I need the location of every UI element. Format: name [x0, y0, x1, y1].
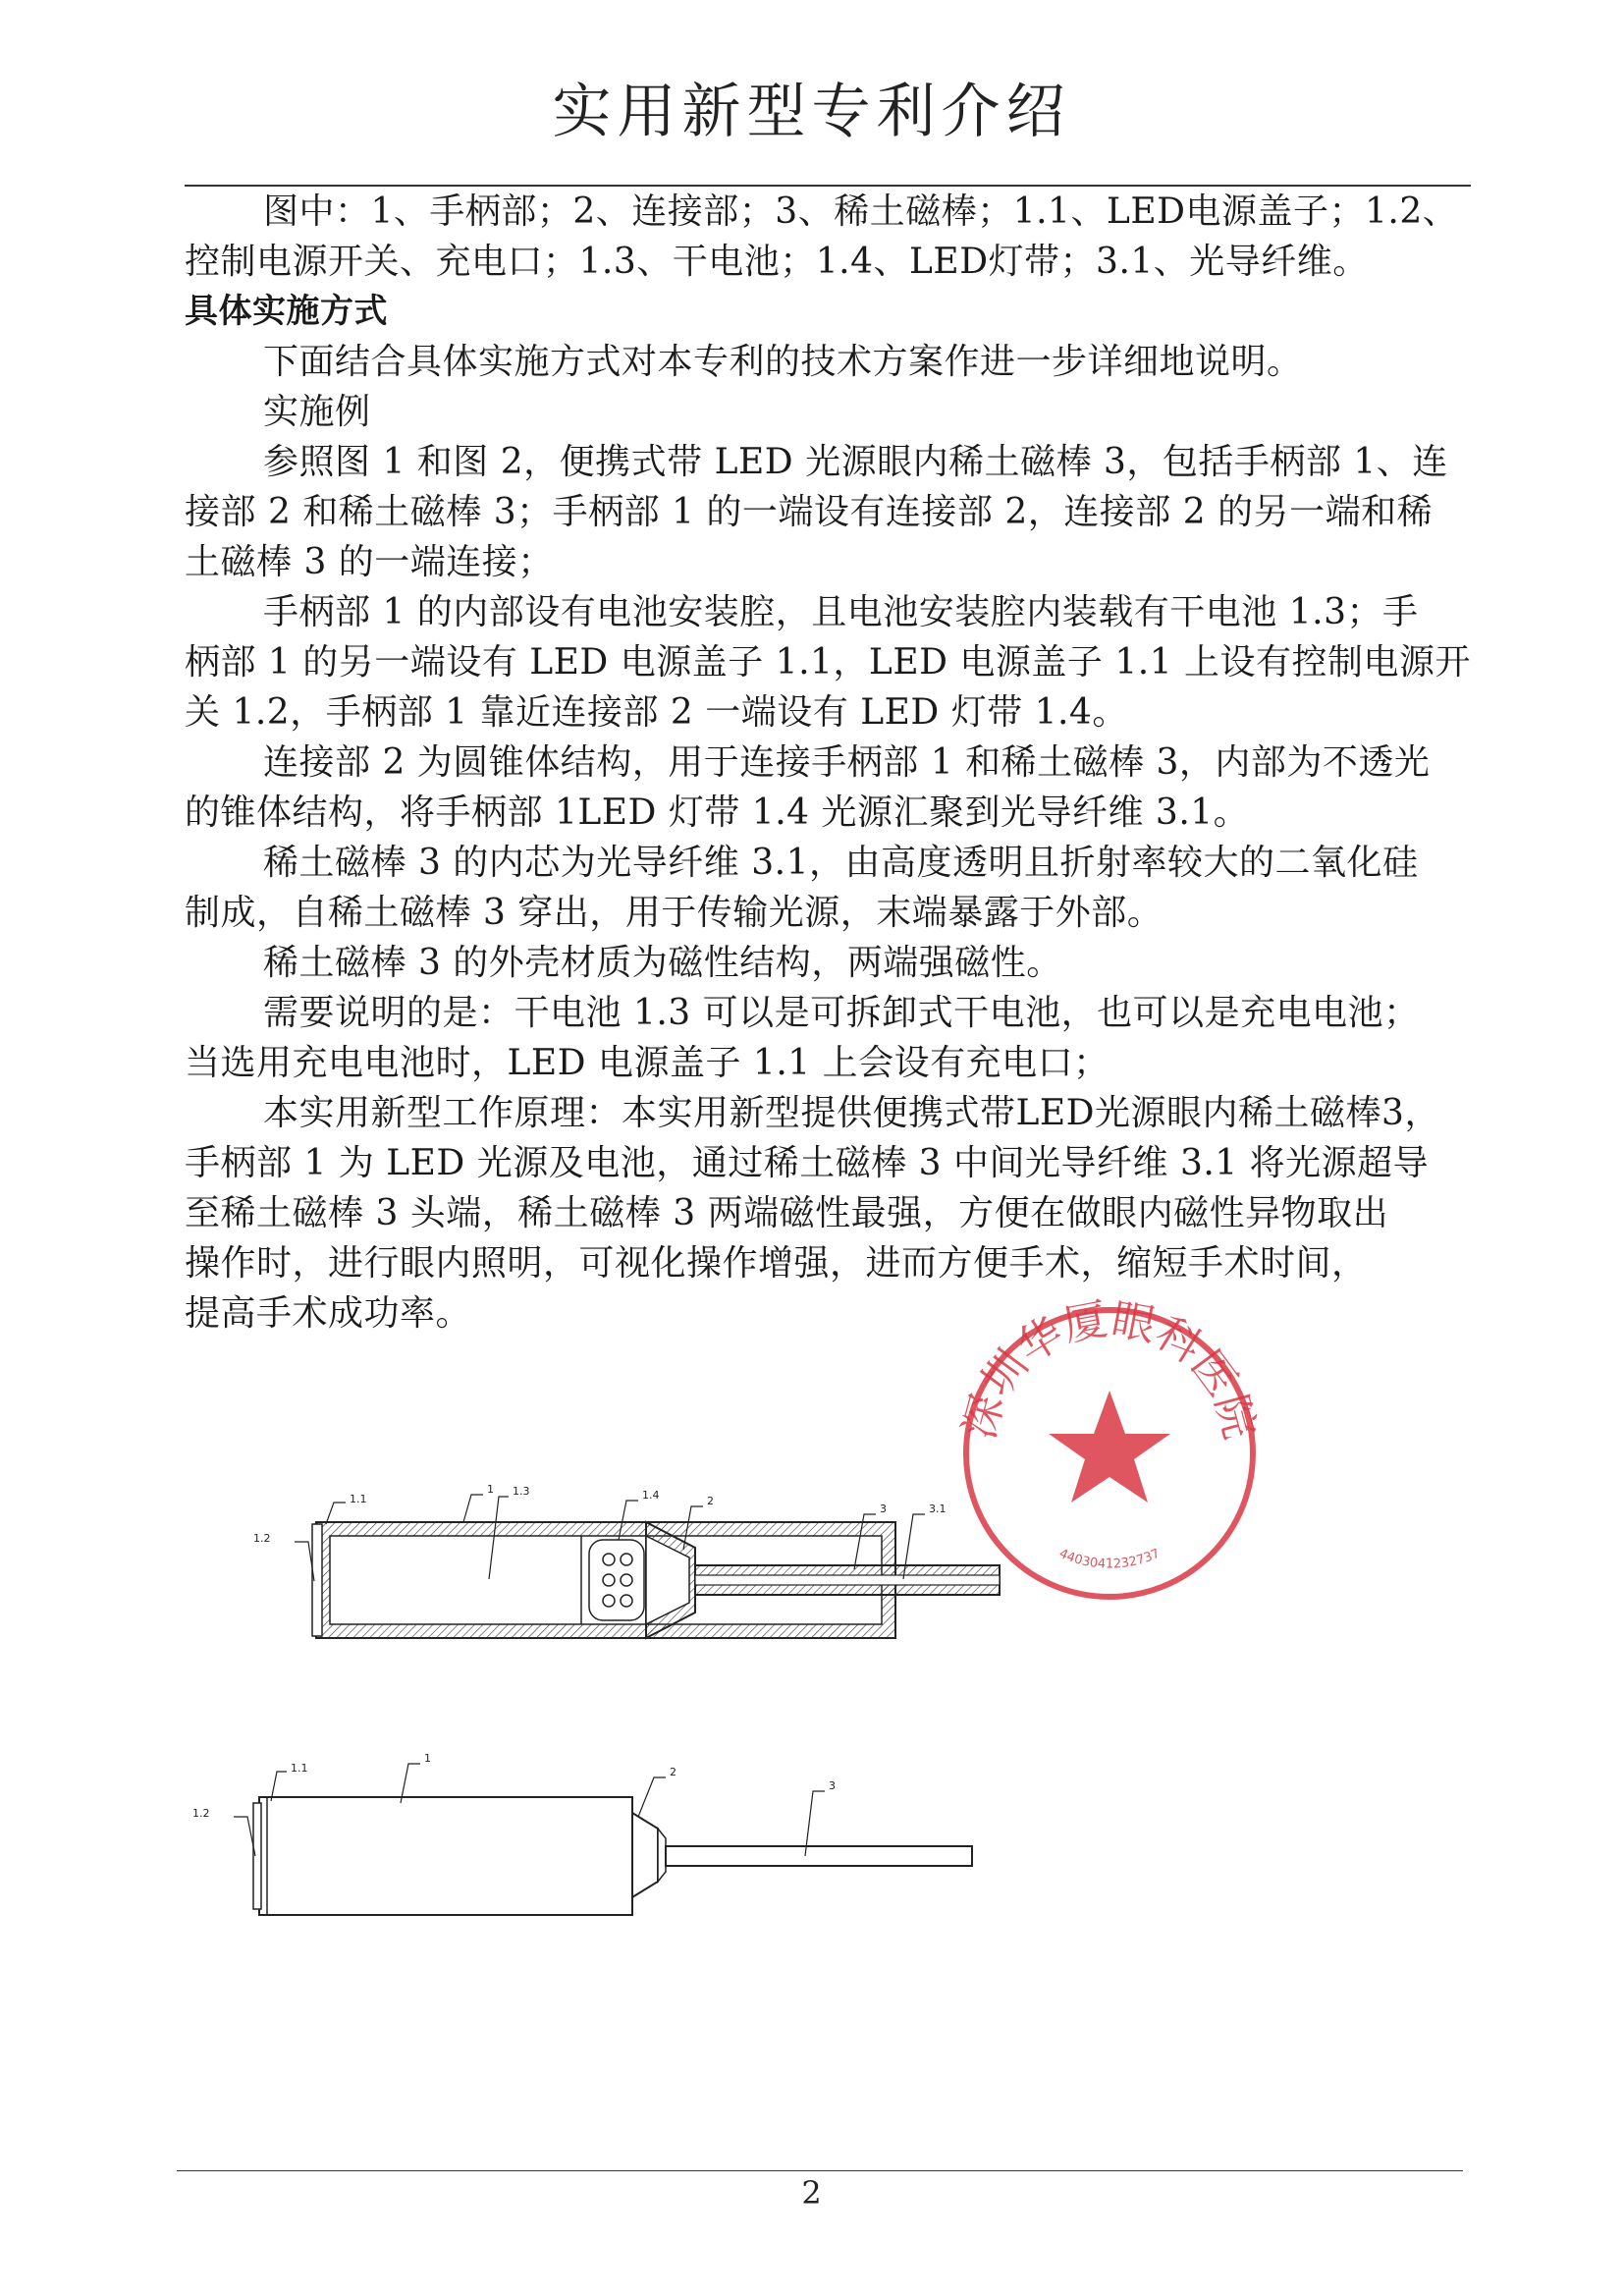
handle-body: [253, 1797, 632, 1915]
led-strip: [589, 1540, 644, 1620]
cone-connector: [632, 1813, 666, 1897]
text-line: 参照图 1 和图 2，便携式带 LED 光源眼内稀土磁棒 3，包括手柄部 1、连: [263, 442, 1448, 482]
label-1-1: 1.1: [350, 1493, 367, 1505]
seal-number: 4403041232737: [1056, 1546, 1163, 1572]
text-line: 制成，自稀土磁棒 3 穿出，用于传输光源，末端暴露于外部。: [185, 893, 1163, 933]
text-line: 提高手术成功率。: [185, 1293, 472, 1334]
body-text: [185, 187, 1472, 1339]
text-line: 柄部 1 的另一端设有 LED 电源盖子 1.1，LED 电源盖子 1.1 上设有控制电源开: [185, 642, 1472, 683]
text-line: 稀土磁棒 3 的外壳材质为磁性结构，两端强磁性。: [263, 943, 1062, 983]
hospital-seal: [952, 1296, 1267, 1611]
label-1: 1: [424, 1752, 431, 1765]
label-2: 2: [707, 1495, 714, 1507]
svg-text:4403041232737: [1056, 1547, 1162, 1572]
text-line: 图中：1、手柄部；2、连接部；3、稀土磁棒；1.1、LED电源盖子；1.2、: [263, 191, 1459, 232]
text-line: 本实用新型工作原理：本实用新型提供便携式带LED光源眼内稀土磁棒3，: [263, 1093, 1440, 1133]
label-1-2: 1.2: [192, 1807, 210, 1820]
figure-2-external-view: [177, 1748, 1001, 1925]
text-line: 手柄部 1 为 LED 光源及电池，通过稀土磁棒 3 中间光导纤维 3.1 将光源超导: [185, 1143, 1430, 1183]
label-2: 2: [670, 1766, 676, 1778]
text-line: 稀土磁棒 3 的内芯为光导纤维 3.1，由高度透明且折射率较大的二氧化硅: [263, 843, 1419, 883]
text-line: 接部 2 和稀土磁棒 3；手柄部 1 的一端设有连接部 2，连接部 2 的另一端和稀: [185, 492, 1434, 532]
footer-rule: [177, 2170, 1463, 2171]
text-line: 土磁棒 3 的一端连接；: [185, 542, 554, 582]
seal-star-icon: [1049, 1391, 1170, 1503]
text-line: 需要说明的是：干电池 1.3 可以是可拆卸式干电池，也可以是充电电池；: [263, 993, 1420, 1033]
text-line: 的锥体结构，将手柄部 1LED 灯带 1.4 光源汇聚到光导纤维 3.1。: [185, 793, 1250, 833]
text-line: 至稀土磁棒 3 头端，稀土磁棒 3 两端磁性最强，方便在做眼内磁性异物取出: [185, 1193, 1389, 1233]
text-line: 下面结合具体实施方式对本专利的技术方案作进一步详细地说明。: [263, 342, 1303, 382]
figure-1-cross-section: [236, 1463, 1041, 1660]
page-title: 实用新型专利介绍: [552, 78, 1071, 146]
label-1-2: 1.2: [253, 1532, 271, 1545]
section-heading: 具体实施方式: [185, 292, 388, 331]
seal-text: 深圳华厦眼科医院: [953, 1296, 1266, 1445]
label-1: 1: [487, 1483, 494, 1496]
label-1-4: 1.4: [642, 1489, 660, 1502]
text-line: 实施例: [263, 392, 371, 432]
magnetic-rod: [666, 1846, 972, 1866]
label-3: 3: [880, 1503, 887, 1515]
label-1-3: 1.3: [513, 1485, 530, 1498]
label-3: 3: [829, 1779, 836, 1792]
text-line: 手柄部 1 的内部设有电池安装腔，且电池安装腔内装载有干电池 1.3；手: [263, 592, 1419, 632]
label-3-1: 3.1: [929, 1503, 947, 1515]
text-line: 控制电源开关、充电口；1.3、干电池；1.4、LED灯带；3.1、光导纤维。: [185, 242, 1369, 282]
text-line: 操作时，进行眼内照明，可视化操作增强，进而方便手术，缩短手术时间，: [185, 1243, 1368, 1284]
text-line: 连接部 2 为圆锥体结构，用于连接手柄部 1 和稀土磁棒 3，内部为不透光: [263, 742, 1431, 783]
text-line: 当选用充电电池时，LED 电源盖子 1.1 上会设有充电口；: [185, 1043, 1109, 1083]
label-1-1: 1.1: [291, 1762, 308, 1775]
page-number: 2: [801, 2174, 822, 2212]
text-line: 关 1.2，手柄部 1 靠近连接部 2 一端设有 LED 灯带 1.4。: [185, 692, 1128, 733]
